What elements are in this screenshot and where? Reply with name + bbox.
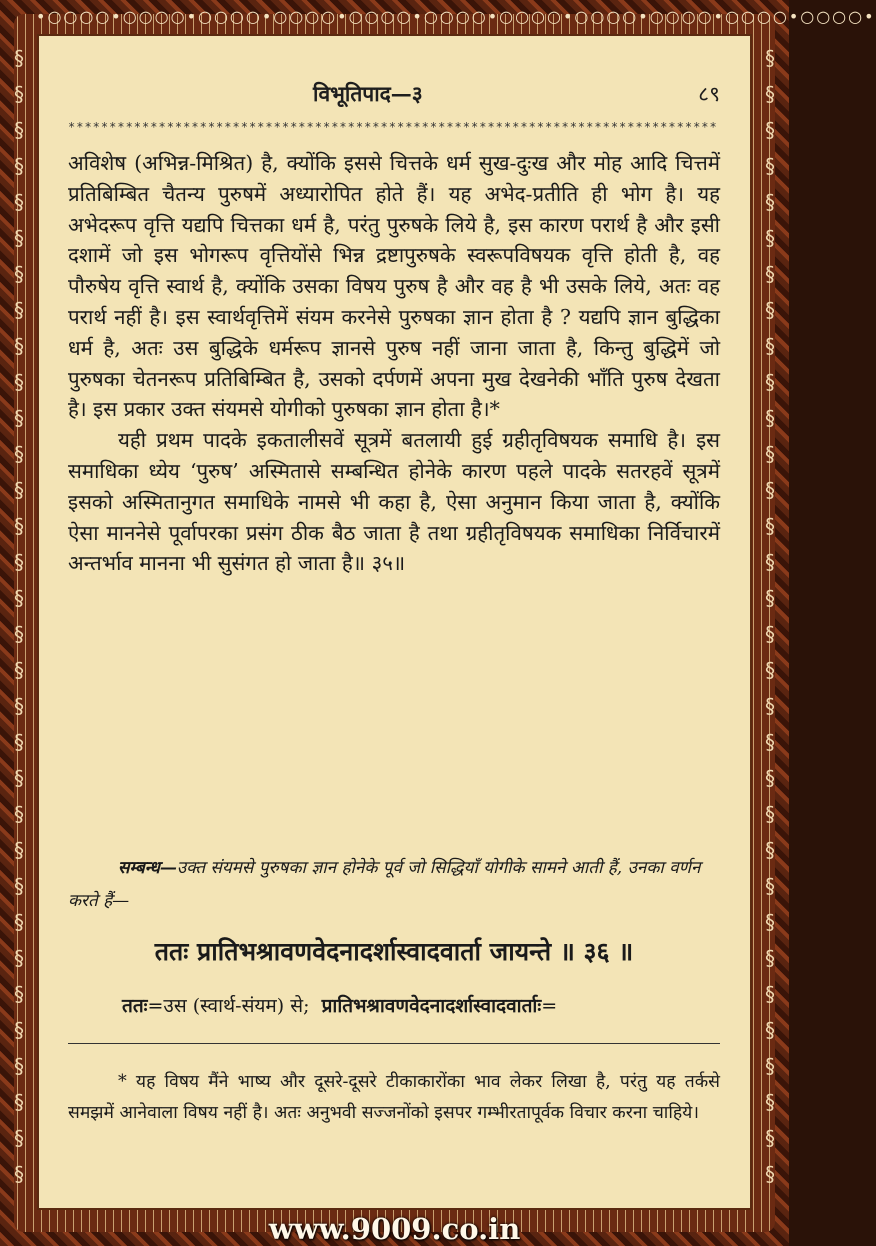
page-header: [68, 80, 728, 114]
sambandh-text: उक्त संयमसे पुरुषका ज्ञान होनेके पूर्व जो सिद्धियाँ योगीके सामने आती हैं, उनका वर्णन करते हैं—: [68, 858, 701, 911]
chapter-title: विभूतिपाद—३: [313, 81, 423, 106]
meaning-1: =उस (स्वार्थ-संयम) से;: [147, 995, 310, 1017]
paragraph-1: अविशेष (अभिन्न-मिश्रित) है, क्योंकि इससे चित्तके धर्म सुख-दुःख और मोह आदि चित्तमें प्रतिबिम्बित चैतन्य पुरुषमें अध्यारोपित होते हैं। यह अभेद-प्रतीति ही भोग है। यह अभेदरूप वृत्ति यद्यपि चित्तका धर्म है, परंतु पुरुषके लिये है, इस कारण परार्थ है और इसी दशामें जो इस भोगरूप वृत्तियोंसे भिन्न द्रष्टापुरुषके स्वरूपविषयक वृत्ति होती है, वह पौरुषेय वृत्ति स्वार्थ है, क्योंकि उसका विषय पुरुष है और वह है भी उसके लिये, अतः वह परार्थ नहीं है। इस स्वार्थवृत्तिमें संयम करनेसे पुरुषका ज्ञान होता है ? यद्यपि ज्ञान बुद्धिका धर्म है, अतः उस बुद्धिके धर्मरूप ज्ञानसे पुरुष नहीं जाना जाता है, किन्तु बुद्धिमें जो पुरुषका चेतनरूप प्रतिबिम्बित है, उसको दर्पणमें अपना मुख देखनेकी भाँति पुरुष देखता है। इस प्रकार उक्त संयमसे योगीको पुरुषका ज्ञान होता है।*: [68, 151, 720, 422]
footnote-rule: [68, 1043, 720, 1044]
star-separator: *******************************************************************************: [68, 120, 718, 134]
word-meaning: [122, 992, 722, 1018]
top-ornament: •○○○○•○○○○•○○○○•○○○○•○○○○•○○○○•○○○○•○○○○•○○○○•○○○○•○○○○•: [36, 7, 876, 26]
left-ornament: § § § § § § § § § § § § § § § § § § § § § § § § § § § § § § § §: [14, 46, 24, 1186]
sambandh-label: सम्बन्ध—: [118, 858, 177, 878]
right-ornament: § § § § § § § § § § § § § § § § § § § § § § § § § § § § § § § §: [765, 46, 775, 1186]
page: [37, 34, 752, 1210]
commentary-body: [68, 148, 720, 579]
sutra-text: ततः प्रातिभश्रावणवेदनादर्शास्वादवार्ता जायन्ते ॥ ३६ ॥: [154, 937, 634, 966]
website-link[interactable]: www.9009.co.in: [268, 1212, 521, 1246]
paragraph-2: यही प्रथम पादके इकतालीसवें सूत्रमें बतलायी हुई ग्रहीतृविषयक समाधि है। इस समाधिका ध्येय ‘पुरुष’ अस्मितासे सम्बन्धित होनेके कारण पहले पादके सतरहवें सूत्रमें इसको अस्मितानुगत समाधिके नामसे भी कहा है, ऐसा अनुमान किया जाता है, क्योंकि ऐसा माननेसे पूर्वापरका प्रसंग ठीक बैठ जाता है तथा ग्रहीतृविषयक समाधिका निर्विचारमें अन्तर्भाव मानना भी सुसंगत हो जाता है॥ ३५॥: [68, 428, 720, 576]
footnote: [68, 1067, 720, 1129]
page-number: ८९: [698, 82, 720, 106]
sambandh-note: [68, 852, 720, 918]
footnote-text: * यह विषय मैंने भाष्य और दूसरे-दूसरे टीकाकारोंका भाव लेकर लिखा है, परंतु यह तर्कसे समझमें आनेवाला विषय नहीं है। अतः अनुभवी सज्जनोंको इसपर गम्भीरतापूर्वक विचार करना चाहिये।: [68, 1072, 720, 1123]
term-2: प्रातिभश्रावणवेदनादर्शास्वादवार्ताः: [321, 995, 542, 1017]
suffix-2: =: [541, 995, 558, 1017]
term-1: ततः: [122, 995, 148, 1017]
